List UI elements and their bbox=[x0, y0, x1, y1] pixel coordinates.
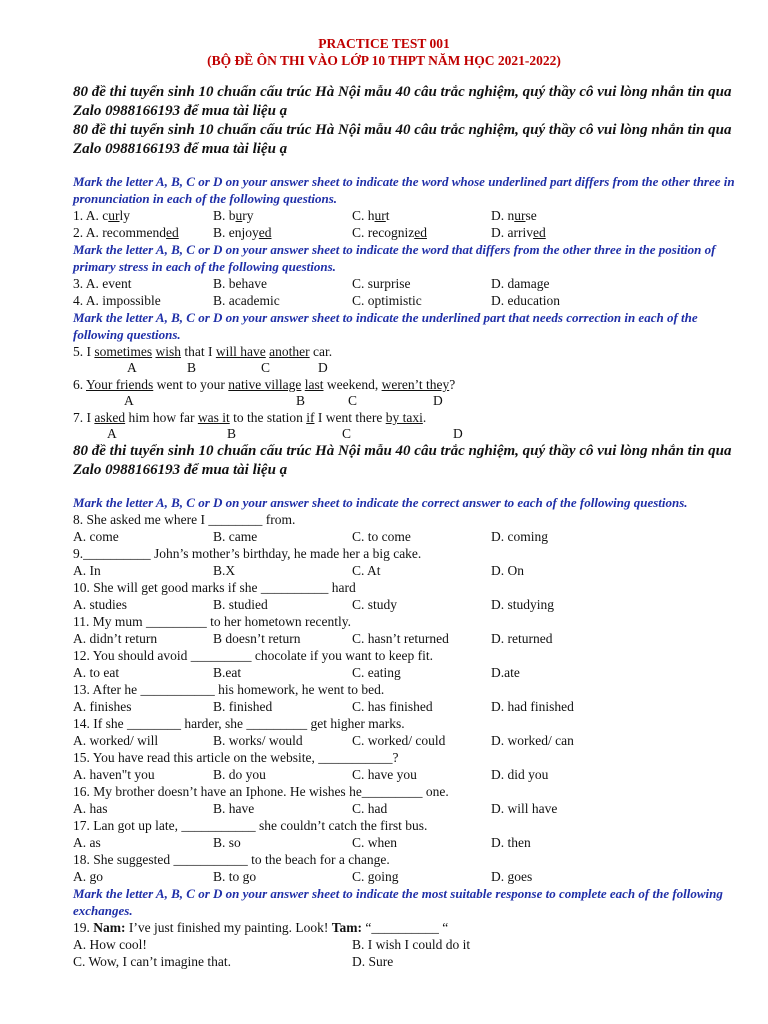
option-b: B. enjoyed bbox=[213, 225, 272, 240]
letter-b: B bbox=[227, 426, 237, 441]
option-a: A. How cool! bbox=[73, 937, 147, 952]
document-title: PRACTICE TEST 001 bbox=[318, 36, 450, 51]
question-text: 15. You have read this article on the website, ___________? bbox=[73, 750, 399, 765]
option-b: B.eat bbox=[213, 665, 242, 680]
option-c: C. have you bbox=[352, 767, 417, 782]
question-6-letters bbox=[73, 393, 768, 409]
option-b: B. have bbox=[213, 801, 255, 816]
options-row bbox=[73, 732, 738, 749]
option-a: A. go bbox=[73, 869, 103, 884]
option-d: D. damage bbox=[491, 276, 550, 291]
letter-a: A bbox=[107, 426, 117, 441]
option-b: B. to go bbox=[213, 869, 257, 884]
option-a: 1. A. curly bbox=[73, 208, 131, 223]
option-b: B. do you bbox=[213, 767, 266, 782]
option-c: C. hasn’t returned bbox=[352, 631, 449, 646]
promo-text-3: 80 đề thi tuyển sinh 10 chuẩn cấu trúc Hà Nội mẫu 40 câu trắc nghiệm, quý thầy cô vui lòng nhắn tin qua Zalo 0988166193 để mua tài liệu ạ bbox=[73, 443, 732, 478]
option-b: B.X bbox=[213, 563, 236, 578]
option-d: D. education bbox=[491, 293, 560, 308]
option-c: C. worked/ could bbox=[352, 733, 446, 748]
question-text: 12. You should avoid _________ chocolate if you want to keep fit. bbox=[73, 648, 433, 663]
question-text: 18. She suggested ___________ to the beach for a change. bbox=[73, 852, 390, 867]
option-d: D. arrived bbox=[491, 225, 546, 240]
question-text: 16. My brother doesn’t have an Iphone. He wishes he_________ one. bbox=[73, 784, 449, 799]
options-row bbox=[73, 698, 738, 715]
options-row bbox=[73, 596, 738, 613]
option-b: B. works/ would bbox=[213, 733, 303, 748]
question-text: 9.__________ John’s mother’s birthday, he made her a big cake. bbox=[73, 546, 422, 561]
option-c: C. eating bbox=[352, 665, 401, 680]
option-a: 4. A. impossible bbox=[73, 293, 161, 308]
option-c: C. to come bbox=[352, 529, 411, 544]
question-text: 8. She asked me where I ________ from. bbox=[73, 512, 296, 527]
question-text: 14. If she ________ harder, she _________ get higher marks. bbox=[73, 716, 405, 731]
option-a: A. finishes bbox=[73, 699, 132, 714]
option-b: B. came bbox=[213, 529, 258, 544]
instruction-correction: Mark the letter A, B, C or D on your answer sheet to indicate the underlined part that needs correction in each of the following questions. bbox=[73, 310, 698, 342]
letter-c: C bbox=[348, 393, 358, 408]
question-19-options-1 bbox=[73, 936, 738, 953]
letter-c: C bbox=[342, 426, 352, 441]
option-b: B. behave bbox=[213, 276, 267, 291]
options-row bbox=[73, 834, 738, 851]
option-d: D. then bbox=[491, 835, 531, 850]
option-c: C. optimistic bbox=[352, 293, 422, 308]
option-d: D. On bbox=[491, 563, 524, 578]
option-b: B. finished bbox=[213, 699, 273, 714]
option-c: C. recognized bbox=[352, 225, 427, 240]
options-row bbox=[73, 800, 738, 817]
letter-d: D bbox=[318, 360, 328, 375]
letter-b: B bbox=[296, 393, 306, 408]
option-d: D. did you bbox=[491, 767, 549, 782]
option-a: A. worked/ will bbox=[73, 733, 159, 748]
question-text: 13. After he ___________ his homework, he went to bed. bbox=[73, 682, 385, 697]
option-a: A. haven"t you bbox=[73, 767, 155, 782]
options-row bbox=[73, 630, 738, 647]
options-row bbox=[73, 868, 738, 885]
instruction-exchange: Mark the letter A, B, C or D on your answer sheet to indicate the most suitable response to complete each of the following exchanges. bbox=[73, 886, 723, 918]
option-c: C. has finished bbox=[352, 699, 433, 714]
option-c: C. going bbox=[352, 869, 399, 884]
instruction-mcq: Mark the letter A, B, C or D on your answer sheet to indicate the correct answer to each of the following questions. bbox=[73, 495, 688, 510]
question-text: 17. Lan got up late, ___________ she couldn’t catch the first bus. bbox=[73, 818, 428, 833]
letter-a: A bbox=[124, 393, 134, 408]
question-19: 19. Nam: I’ve just finished my painting. Look! Tam: “__________ “ bbox=[73, 920, 449, 935]
option-d: D. worked/ can bbox=[491, 733, 574, 748]
option-d: D. will have bbox=[491, 801, 558, 816]
option-a: A. come bbox=[73, 529, 119, 544]
option-b: B. studied bbox=[213, 597, 268, 612]
question-text: 11. My mum _________ to her hometown recently. bbox=[73, 614, 351, 629]
question-7: 7. I asked him how far was it to the station if I went there by taxi. bbox=[73, 410, 427, 425]
question-6: 6. Your friends went to your native village last weekend, weren’t they? bbox=[73, 377, 456, 392]
option-c: C. study bbox=[352, 597, 398, 612]
option-d: D. Sure bbox=[352, 954, 394, 969]
option-c: C. hurt bbox=[352, 208, 390, 223]
document-subtitle: (BỘ ĐỀ ÔN THI VÀO LỚP 10 THPT NĂM HỌC 2021-2022) bbox=[207, 53, 561, 68]
question-3 bbox=[73, 275, 738, 292]
options-row bbox=[73, 664, 738, 681]
option-a: A. has bbox=[73, 801, 108, 816]
letter-d: D bbox=[453, 426, 463, 441]
question-2 bbox=[73, 224, 738, 241]
question-5: 5. I sometimes wish that I will have another car. bbox=[73, 344, 333, 359]
options-row bbox=[73, 562, 738, 579]
option-d: D. coming bbox=[491, 529, 548, 544]
question-7-letters bbox=[73, 426, 768, 442]
letter-a: A bbox=[127, 360, 137, 375]
option-d: D. studying bbox=[491, 597, 555, 612]
promo-text-1: 80 đề thi tuyển sinh 10 chuẩn cấu trúc Hà Nội mẫu 40 câu trắc nghiệm, quý thầy cô vui lòng nhắn tin qua Zalo 0988166193 để mua tài liệu ạ bbox=[73, 84, 732, 119]
letter-b: B bbox=[187, 360, 197, 375]
option-a: 3. A. event bbox=[73, 276, 132, 291]
option-c: C. had bbox=[352, 801, 388, 816]
letter-d: D bbox=[433, 393, 443, 408]
letter-c: C bbox=[261, 360, 271, 375]
option-c: C. At bbox=[352, 563, 381, 578]
option-c: C. surprise bbox=[352, 276, 411, 291]
option-b: B doesn’t return bbox=[213, 631, 301, 646]
option-d: D. nurse bbox=[491, 208, 537, 223]
question-5-letters bbox=[73, 360, 768, 376]
option-c: C. Wow, I can’t imagine that. bbox=[73, 954, 232, 969]
option-a: A. didn’t return bbox=[73, 631, 158, 646]
option-a: A. as bbox=[73, 835, 101, 850]
option-b: B. so bbox=[213, 835, 241, 850]
promo-text-2: 80 đề thi tuyển sinh 10 chuẩn cấu trúc Hà Nội mẫu 40 câu trắc nghiệm, quý thầy cô vui lòng nhắn tin qua Zalo 0988166193 để mua tài liệu ạ bbox=[73, 122, 732, 157]
option-d: D. goes bbox=[491, 869, 533, 884]
options-row bbox=[73, 528, 738, 545]
instruction-pronunciation: Mark the letter A, B, C or D on your answer sheet to indicate the word whose underlined part differs from the other three in pronunciation in each of the following questions. bbox=[73, 174, 735, 206]
option-d: D.ate bbox=[491, 665, 520, 680]
option-b: B. bury bbox=[213, 208, 254, 223]
question-1 bbox=[73, 207, 738, 224]
option-d: D. returned bbox=[491, 631, 553, 646]
mcq-list bbox=[0, 511, 768, 885]
question-text: 10. She will get good marks if she __________ hard bbox=[73, 580, 356, 595]
options-row bbox=[73, 766, 738, 783]
option-b: B. I wish I could do it bbox=[352, 937, 471, 952]
option-a: A. In bbox=[73, 563, 101, 578]
option-a: A. to eat bbox=[73, 665, 120, 680]
option-a: A. studies bbox=[73, 597, 127, 612]
option-b: B. academic bbox=[213, 293, 280, 308]
question-4 bbox=[73, 292, 738, 309]
question-19-options-2 bbox=[73, 953, 738, 970]
instruction-stress: Mark the letter A, B, C or D on your answer sheet to indicate the word that differs from the other three in the position of primary stress in each of the following questions. bbox=[73, 242, 716, 274]
option-c: C. when bbox=[352, 835, 397, 850]
option-a: 2. A. recommended bbox=[73, 225, 179, 240]
option-d: D. had finished bbox=[491, 699, 574, 714]
